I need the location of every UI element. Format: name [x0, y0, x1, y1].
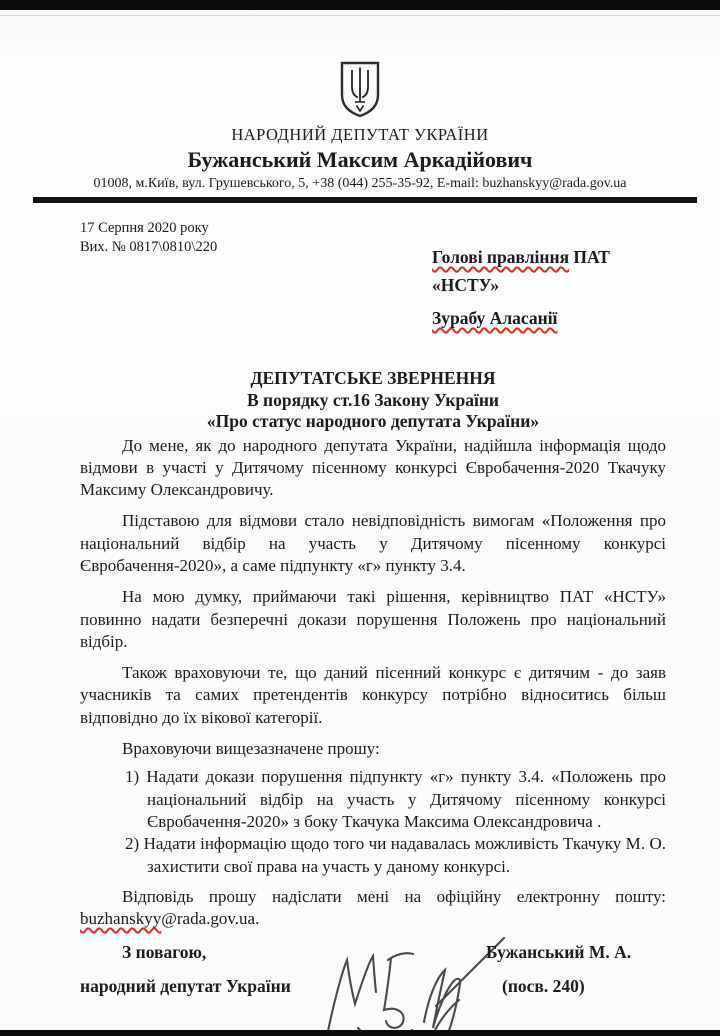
closing-paragraph: Відповідь прошу надіслати мені на офіційну електронну пошту: buzhanskyy@rada.gov.ua. — [80, 886, 666, 929]
letter-title-line-2: В порядку ст.16 Закону України — [247, 389, 499, 410]
letter-body — [0, 203, 720, 1036]
request-text: Надати докази порушення підпункту «г» пункту 3.4. «Положень про національний відбір на участь у Дитячому пісенному конкурсі Євробачення-2020» з боку Ткачука Максима Олександровича . — [146, 767, 666, 831]
recipient-line-3 — [432, 304, 664, 332]
recipient-line-1: Голові правління ПАТ — [432, 247, 610, 267]
request-text: Надати інформацію щодо того чи надавалась можливість Ткачуку М. О. захистити свої права на участь у даному конкурсі. — [143, 834, 666, 876]
screen-top-bar — [0, 0, 720, 10]
recipient-line-2: «НСТУ» — [432, 275, 500, 295]
letter-meta — [80, 219, 217, 332]
request-number: 1) — [125, 767, 140, 787]
paragraph-4: Також враховуючи те, що даний пісенний конкурс є дитячим - до заяв учасників та самих претендентів конкурсу потрібно відноситись більш відповідно до їх вікової категорії. — [80, 663, 666, 727]
signature-regards: З повагою, — [122, 942, 207, 963]
requests-list — [80, 766, 666, 877]
letter-date: 17 Серпня 2020 року — [80, 220, 209, 236]
signature-position: народний депутат України — [80, 976, 291, 997]
letterhead-org-line: НАРОДНИЙ ДЕПУТАТ УКРАЇНИ — [231, 125, 489, 144]
screen-bottom-bar — [0, 1030, 720, 1036]
ukraine-trident-emblem-icon — [0, 60, 720, 123]
request-item-1 — [80, 766, 666, 833]
paragraph-3: На мою думку, приймаючи такі рішення, керівництво ПАТ «НСТУ» повинно надати безперечні докази порушення Положень про національний відбір. — [80, 587, 666, 651]
letterhead — [0, 0, 720, 192]
paragraph-2: Підставою для відмови стало невідповідність вимогам «Положення про національний відбір на участь у Дитячому пісенному конкурсі Євробачення-2020», а саме підпункту «г» пункту 3.4. — [80, 511, 666, 575]
letter-title — [80, 368, 666, 433]
signature-block — [80, 936, 666, 1036]
signature-credential: (посв. 240) — [502, 976, 585, 997]
letterhead-deputy-name: Бужанський Максим Аркадійович — [187, 147, 533, 172]
email-domain-text: @rada.gov.ua. — [161, 909, 260, 929]
spellcheck-marked-email: buzhanskyy — [80, 909, 162, 929]
paragraph-5: Враховуючи вищезазначене прошу: — [122, 739, 380, 759]
spellcheck-marked-text: Зурабу Аласанії — [432, 308, 558, 328]
signature-name: Бужанський М. А. — [486, 942, 632, 963]
letter-title-line-3: «Про статус народного депутата України» — [206, 411, 540, 431]
paragraph-1: До мене, як до народного депутата України, надійшла інформація щодо відмови в участі у Дитячому пісенному конкурсі Євробачення-2020 Ткачуку Максиму Олександровичу. — [80, 435, 666, 500]
letterhead-contact-line: 01008, м.Київ, вул. Грушевського, 5, +38 (044) 255-35-92, E-mail: buzhanskyy@rada.gov.ua — [93, 176, 627, 191]
handwritten-signature-icon — [318, 926, 508, 1036]
recipient-block — [432, 243, 664, 332]
scan-edge-line — [0, 15, 720, 16]
letter-title-line-1: ДЕПУТАТСЬКЕ ЗВЕРНЕННЯ — [250, 368, 496, 388]
spellcheck-marked-text: Голові правління — [432, 247, 570, 267]
request-number: 2) — [125, 834, 140, 854]
letter-ref-number: Вих. № 0817\0810\220 — [80, 239, 218, 255]
request-item-2 — [80, 833, 666, 878]
